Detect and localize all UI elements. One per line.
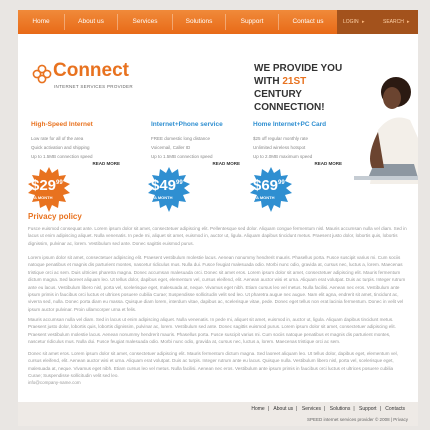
offer-features xyxy=(253,134,342,161)
price-badge xyxy=(248,167,294,213)
nav-solutions[interactable]: Solutions xyxy=(185,18,213,25)
search-link[interactable]: SEARCH xyxy=(383,19,404,25)
nav-services[interactable]: Services xyxy=(132,18,158,25)
read-more-link[interactable]: READ MORE xyxy=(92,161,120,166)
offer-home-internet-pc-card xyxy=(250,113,342,208)
nav-about-us[interactable]: About us xyxy=(78,18,104,25)
hero-line-3: CENTURY CONNECTION! xyxy=(254,89,325,113)
footer-link-about-us[interactable]: About us xyxy=(273,406,294,412)
price-period: A MONTH xyxy=(154,195,173,200)
brand-logo[interactable] xyxy=(32,60,142,104)
login-arrow-icon[interactable]: ▸ xyxy=(362,19,365,25)
offer-feature: $25 off regular monthly rate xyxy=(253,136,308,141)
offer-feature: Unlimited wireless hotspot xyxy=(253,145,306,150)
brand-tagline: INTERNET SERVICES PROVIDER xyxy=(54,84,133,89)
offer-title: Home Internet+PC Card xyxy=(253,121,327,128)
top-navigation xyxy=(18,10,418,34)
hero-line-2-accent: 21ST xyxy=(282,76,307,87)
price-dollars: $29 xyxy=(31,177,57,194)
price-period: A MONTH xyxy=(256,195,275,200)
price-dollars: $49 xyxy=(151,177,177,194)
price-badge xyxy=(26,167,72,213)
nav-support[interactable]: Support xyxy=(240,18,264,25)
brand-name: Connect xyxy=(53,60,129,81)
login-link[interactable]: LOGIN xyxy=(343,19,359,25)
price-cents: 99 xyxy=(176,180,183,186)
privacy-paragraph: Lorem ipsum dolor sit amet, consectetuer adipiscing elit. Praesent vestibulum molestie lacus. Aenean nonummy hendrerit mauris. Phasellus porta. Fusce suscipit varius mi. Cum sociis natoque penatibus et magnis dis parturient montes, nascetur ridiculus mus. Nulla dui. Fusce feugiat malesuada odio. Morbi nunc odio, gravida at, cursus nec, luctus a, lorem. Maecenas tristique orci ac sem. Duis ultricies pharetra magna. Donec accumsan malesuada orci. Donec sit amet eros. Lorem ipsum dolor sit amet, consectetuer adipiscing elit. Mauris fermentum dictum magna. Sed laoreet aliquam leo. Ut tellus dolor, dapibus eget, elementum vel, cursus eleifend, elit. Aenean auctor wisi et urna. Aliquam erat volutpat. Duis ac turpis. Integer rutrum ante eu lacus. Vestibulum libero nisl, porta vel, scelerisque eget, malesuada at, neque. Vivamus eget nibh. Etiam cursus leo vel metus. Nulla facilisi. Aenean nec eros. Vestibulum ante ipsum primis in faucibus orci luctus et ultrices posuere cubilia Curae; Suspendisse sollicitudin velit sed leo. Ut pharetra augue nec augue. Nam elit agna, endrerit sit amet, tincidunt ac, viverra sed, nulla. Donec porta diam eu massa. Quisque diam lorem, interdum vitae, dapibus ac, scelerisque vitae, pede. Donec eget tellus non erat lacinia fermentum. Donec in velit vel ipsum auctor pulvinar. Proin ullamcorper urna et felis. xyxy=(28,255,406,312)
privacy-paragraph: Fusce euismod consequat ante. Lorem ipsum dolor sit amet, consectetuer adipiscing elit. Pellentesque sed dolor. Aliquam congue fermentum nisl. Mauris accumsan nulla vel diam. Sed in lacus ut enim adipiscing aliquet. Nulla venenatis. In pede mi, aliquet sit amet, euismod in, auctor ut, ligula. Aliquam dapibus tincidunt metus. Praesent justo dolor, lobortis quis, lobortis dignissim, pulvinar ac, lorem. Vestibulum sed ante. Donec sagittis euismod purus. xyxy=(28,226,407,246)
offer-features xyxy=(31,134,120,161)
flower-logo-icon xyxy=(32,64,52,84)
offer-feature: FREE domestic long distance xyxy=(151,136,211,141)
read-more-link[interactable]: READ MORE xyxy=(212,161,240,166)
footer-link-solutions[interactable]: Solutions xyxy=(329,406,351,412)
hero-line-1: WE PROVIDE YOU xyxy=(254,63,343,74)
footer-link-contacts[interactable]: Contacts xyxy=(385,406,405,412)
contact-email-link[interactable]: info@company-name.com xyxy=(28,380,81,385)
read-more-link[interactable]: READ MORE xyxy=(314,161,342,166)
privacy-paragraph: Donec sit amet eros. Lorem ipsum dolor sit amet, consectetuer adipiscing elit. Mauris fermentum dictum magna. Sed laoreet aliquam leo. Ut tellus dolor, dapibus eget, elementum vel, cursus eleifend, elit. Aenean auctor wisi et urna. Aliquam erat volutpat. Duis ac turpis. Integer rutrum ante eu lacus. Quisque nulla. Vestibulum libero nisl, porta vel, scelerisque eget, malesuada at, neque. Vivamus eget nibh. Etiam cursus leo vel metus. Nulla facilisi. Aenean nec eros. Vestibulum ante ipsum primis in faucibus orci luctus et ultrices posuere cubilia Curae; Suspendisse sollicitudin velit sed leo. xyxy=(28,351,398,379)
offer-feature: Low rate for all of the area xyxy=(31,136,84,141)
footer xyxy=(18,402,418,426)
price-dollars: $69 xyxy=(253,177,279,194)
price-amount xyxy=(31,177,63,194)
privacy-policy-title: Privacy policy xyxy=(28,212,82,221)
nav-home[interactable]: Home xyxy=(32,18,50,25)
login-search-box xyxy=(337,10,418,34)
hero-line-2-text: WITH xyxy=(254,76,283,87)
footer-link-support[interactable]: Support xyxy=(359,406,377,412)
offer-feature: Up to 1.5MB connection speed xyxy=(31,154,93,159)
offer-feature: Quick activation and shipping xyxy=(31,145,90,150)
footer-link-home[interactable]: Home xyxy=(251,406,265,412)
price-period: A MONTH xyxy=(34,195,53,200)
copyright-text: SPEED internet services provider © 2008 | Privacy xyxy=(306,417,408,422)
price-cents: 99 xyxy=(56,180,63,186)
offer-feature: Up to 2.0MB maximum speed xyxy=(253,154,313,159)
price-amount xyxy=(151,177,183,194)
offer-high-speed-internet xyxy=(28,113,120,208)
price-amount xyxy=(253,177,285,194)
offer-internet-phone xyxy=(148,113,240,208)
search-arrow-icon[interactable]: ▸ xyxy=(407,19,410,25)
footer-navigation: Home | About us | Services | Solutions | Support | Contacts xyxy=(251,406,405,412)
offer-title: Internet+Phone service xyxy=(151,121,223,128)
offer-feature: Up to 1.5MB connection speed xyxy=(151,154,213,159)
woman-with-laptop-image xyxy=(348,72,418,192)
nav-contact-us[interactable]: Contact us xyxy=(292,18,324,25)
price-badge xyxy=(146,167,192,213)
privacy-paragraph: Mauris accumsan nulla vel diam. Sed in lacus ut enim adipiscing aliquet. Nulla venenatis. In pede mi, aliquet sit amet, euismod in, auctor ut, ligula. Aliquam dapibus tincidunt metus. Praesent justo dolor, lobortis quis, lobortis dignissim, pulvinar ac, lorem. Vestibulum sed ante. Donec sagittis euismod purus. Lorem ipsum dolor sit amet, consectetuer adipiscing elit. Praesent vestibulum molestie lacus. Aenean nonummy hendrerit mauris. Phasellus porta. Fusce suscipit varius mi. Cum sociis natoque penatibus et magnis dis parturient montes, nascetur ridiculus mus. Nulla dui. Fusce feugiat malesuada odio. Morbi nunc odio, gravida at, cursus nec, luctus a, lorem. Maecenas tristique orci ac sem. xyxy=(28,317,396,345)
offers-row xyxy=(28,113,342,208)
offer-title: High-Speed Internet xyxy=(31,121,93,128)
footer-link-services[interactable]: Services xyxy=(301,406,322,412)
offer-features xyxy=(151,134,240,161)
price-cents: 99 xyxy=(278,180,285,186)
offer-feature: Voicemail, Caller ID xyxy=(151,145,191,150)
page xyxy=(18,10,418,426)
